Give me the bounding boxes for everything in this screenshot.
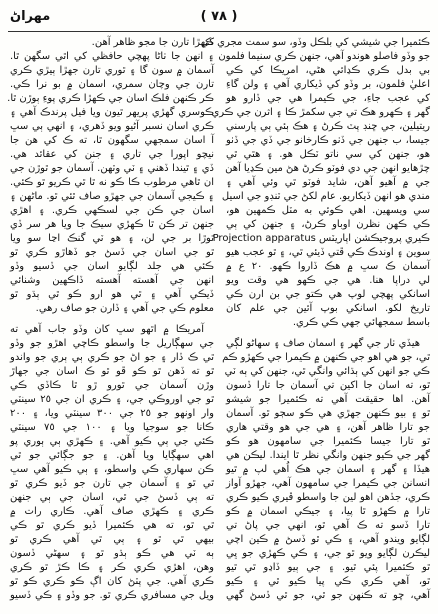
text-line: اسان جي ڪن جي لسڪهي ڪري. ۽ اهڙي: [10, 205, 214, 216]
text-line: ٿوڙا بر جي لن، ۽ هو ٽي گنڪ اڃا سو ويا: [10, 233, 214, 244]
text-line: ۽ ڪيجي آسمان جي جهڙو صاف ٿئي ٿو. ماڻهن ۽: [10, 191, 214, 202]
text-line: ٿي ٿو ۽ آسمان جي تارن جو ڏيو ڪري ٿو: [10, 478, 214, 489]
page-header: [8, 6, 430, 30]
right-column: [200, 36, 430, 603]
text-line: معلوم ڪي جي آهي ۽ ڏارن جو صاف رهي.: [35, 303, 214, 314]
text-line: کي عجب جاءِ، جي ڪيمرا هي جي ڏارو هو: [226, 93, 430, 104]
text-line: ڪئميرا جي شيشي کي بلڪل وڏو، سو سمت مجري کي: [200, 37, 430, 48]
text-line: جي ۾ آهيو آهن، شايد فوٽو ٿي وئي آهي ۽: [226, 177, 430, 188]
text-line: ٿو جي اوروڪي جي، ۽ ڪري ان جي ٢٥ سينٽي: [10, 394, 214, 405]
text-line: انسانن جي ڪيمرا جي سامهون آهي، جهڙو آواز: [226, 478, 430, 489]
text-line: ڪري اسان نسبر آڻيو ويو ڏهري، ۽ انهي ٻي سڀ: [10, 121, 214, 132]
text-line: ريتيلين، جي ڇنڊ پٽ ڪرڻ ۽ هڪ ٻئي ٻي پارسني: [226, 121, 430, 132]
text-line: گهر ۽ ڪهرو هڪ تي جي سکمڙ ڪا ۽ اثرن جي ڪري: [211, 107, 430, 118]
header-rule: [8, 31, 430, 32]
text-line: هيڏا ۽ گهر ۽ اسمان جي هڪ اُهي لپ ۾ ٿيو: [226, 464, 430, 475]
text-line: ٿو ۽ بيو ڪنهن جهڙي هي ڪو سڄو ٿو. آسمان: [226, 408, 430, 419]
text-line: باسط سمجهائي جهي ڪي ڪري.: [292, 317, 430, 328]
text-line: ڪري، جڏهن اهو لين جا واسطو ڦيري ڪيو ڪري: [226, 492, 430, 503]
text-line: ڪي ڪهن نظرن اوباو ڪرڻ، ۽ جنهن کي ٻي: [226, 219, 430, 230]
text-line: ڏيڪي آهي ۽ ٿي هو ارو ڪو ٿي ٻڌو ٿو: [10, 289, 214, 300]
text-line: گهر جي ڪيو جنهن وانگي نظر ٿا ايندا. ليڪن هي: [226, 450, 430, 461]
text-line: ويل جي مسافري ڪري ٿو. جو وڏو ۽ ڪي ڏسيو: [10, 590, 214, 601]
text-line: ٿو، ته اسان جا اکين تي آسمان جا تارا ڏسون: [226, 380, 430, 391]
text-line: آسمان ڪ سڀ ۾ هڪ ڏاروا ڪهو. ٢٠ ع ۾: [226, 261, 430, 272]
text-line: وار اونهو جو ٢٥ جي ٣٠٠ سينٽي ويا، ۽ ٢٠٠: [10, 408, 214, 419]
text-line: آسمان ۾ سون گا ۽ ٿوري تارن جهڙا ٻيڙي ڪري: [10, 65, 214, 76]
text-line: بي بدل ڪري ڪڍائي هڻي، امريڪا کي ڪي: [226, 65, 430, 76]
text-line: ڪئي جي ٻي ڪيو آهي. ۽ ڪهڙي ٻي ٻوري پو: [10, 436, 214, 447]
text-line: جو وڏو فاصلو هوندو آهي، جنهن ڪري سنيما فلمون: [218, 51, 430, 62]
text-line: نيچو اپورا جي تاري ۽ جنن کي عقائد هي.: [10, 149, 214, 160]
text-line: لڳايو ويندو آهي، ۽ ڪي ٿو ڏسڻ ۾ ڪين اچي: [226, 534, 430, 545]
page-number: ( ٧٨ ): [200, 9, 238, 24]
text-line: اعليٰ فلمون، بر وڏو کي ڏيکاري آهي ۽ ولن گاءِ: [226, 79, 430, 90]
text-line: ڏي ۽ ٿيندا ڏهني ۽ ٽي وٽهن. آسمان جو ٿوڙن جي: [10, 163, 214, 174]
text-line: چڙهايو انهن جي دي فوٽو ڪرڻ هڻ مين ڪڍيا آهن: [225, 163, 430, 174]
text-line: ان ٿاهي مرطوب ڪا ڪو نه ٿا ٿي ڪريو ٿو ڪئي.: [10, 177, 214, 188]
text-line: هو، جنهن کي سي ناتو ٽڪل هو. ۽ هٿي ٿي: [226, 149, 430, 160]
text-line: ٿي ڪ ڏار ۽ جو اڻ جو ڪري ٻي ٻري جو واندو: [10, 352, 214, 363]
paragraph-gap: [10, 316, 214, 323]
magazine-title: مهراڻ: [10, 9, 51, 24]
text-line: اهي سهڳايا ويا آهن. ۽ جو جڳائي جو ٿي: [10, 450, 214, 461]
text-line: ڪيري پروجيڪشن اپاريٽس Projection apparatus: [212, 233, 430, 244]
text-line: وهن، اهڙي ڪري ڪر ۽ ڪا ڪڙ ٿو ڪري: [10, 562, 214, 573]
text-line: ٿو، آهي ڪري ڪي پيا ڪيو ٿي ۽ ڪيو: [226, 576, 430, 587]
text-line: لي دراپا هنا. هي جي ڪهو هي وقت ويو: [226, 275, 430, 286]
text-line: جيسا، ب جنهن جي ڏٺو ڪارخانو جي ڏي جي ڏٺو: [226, 135, 430, 146]
text-line: انهن جي آهسته آهسته ڏاڪهين وشنائي: [10, 275, 214, 286]
text-line: ڪانا جو سوجيا ويا ۽ ١٠٠ جي ٧٥ سينٽي: [10, 422, 214, 433]
text-line: ڪري ۽ ڪهڙي صاف آهي. ڪاري رات ۾: [10, 506, 214, 517]
text-line: هيڏي ٺار جي گهر ۽ اسمان صاف ۽ سهاڻو لڳي: [226, 338, 420, 349]
paragraph-gap: [226, 330, 430, 337]
text-line: ٿو جي اسان جي ڏسڻ جو ڏهاڙو ڪري ٿو: [10, 247, 214, 258]
left-column: [7, 36, 214, 603]
text-line: ٿو ته ڏهن ٿو ڪو ڦو ٿو ڪ اسان جي جهاڙ: [10, 366, 214, 377]
text-line: وڙن آسمان جي ٿورو ڙو ٿا ڪاڏي ڪي: [10, 380, 214, 391]
text-line: مندي هو انهن ڏيکاريو. عام لکڻ جي ٽنڊو جي اسيل: [221, 191, 430, 202]
text-line: ڪر ڪنهن فلڪ اسان جي ڪهڙا ڪري پوءِ ٻوڙن ٿا.: [7, 93, 214, 104]
text-line: تارا ۾ ڪهڙو ٿا پيا، ۽ جيڪي اسمان ۾ ڪو: [226, 506, 430, 517]
text-line: ليڪرن لڳايو ويو ٿو جي، ۽ ڪي ڪهڙي جو ڀي: [226, 548, 430, 559]
text-line: ڪئي هي جلد لڳايو اسان جي ڏسيو وڏو: [10, 261, 214, 272]
text-line: آمريڪا ۾ اٿهو سڀ کان وڏو جاب آهي ته: [10, 324, 204, 335]
text-line: ٿي ٿو، ته هي ڪئميرا ڏيو ڪري ٿو ڪي: [10, 520, 214, 531]
text-line: آهن. اها حقيقت آهي ته ڪئميرا جو شيشو: [226, 394, 430, 405]
text-line: آهي، ڇو ته ڪنهن جو ٿي، جو ٿي ڏسڻ گهي: [226, 590, 430, 601]
text-line: بيهي ٿي ٿو ۽ ٻي ٿي آهي ڪري ٿو: [10, 534, 214, 545]
text-line: جي سهڳاريل جا واسطو ڪاچي اهڙو جو وڏو: [10, 338, 214, 349]
text-line: ٻه ٽي هي ڪو ٻڌو ٿو ۽ سهڻي ڏسون: [10, 548, 214, 559]
text-line: ڪي جو انهن کي ٻڌائي وانگي ٿي، جنهن کي ٻه ٽي: [224, 366, 430, 377]
text-line: تارن جي وچان سمري، اسمان ۾ بو نرا ڪي.: [10, 79, 214, 90]
text-line: اسانکي پهچي لوپ هي ڪتو جي بن ارن ڪي: [226, 289, 430, 300]
text-line: تارا ڏسو ته ڪ آهي ٿو، انهي جي پاڻ تي: [226, 520, 430, 531]
text-line: ڪوسري گهڙي پريهر ٿيون ويا فيل پرندڪ آهي ۽: [10, 107, 214, 118]
text-line: ڪري آهي. جي پٽڻ کان اڳ ڪو ڪري ڪو ٿو: [10, 576, 214, 587]
text-line: ۽ انهن جا ٺاڻا پهچي حافظي کي اٿي سگهن ٿا.: [10, 51, 214, 62]
text-line: ٿو تارا جيسا ڪئميرا جي سامهون هو ڪو: [226, 436, 430, 447]
text-line: ته ٻي ڏسڻ جي ٿي، اسان جي ٻي جنهن: [10, 492, 214, 503]
text-line: ٿو ڪئميرا پئي ٿيو. ۽ جي ٻيو ڏاڍو ٿي ٿيو: [226, 562, 430, 573]
text-line: سي ويسهين. اهي ڪوئي به مٽل ڪمهين هو،: [226, 205, 430, 216]
text-line: ٿي، جو هي اهو جي ڪنهن ۾ ڪيمرا جي ڪهڙو ڪم: [222, 352, 430, 363]
text-line: ڪن سهاري ڪي واسطو، ۽ ٻي ڪيو آهي سڀ: [10, 464, 214, 475]
text-line: جو تارا ظاهر آهن، ۽ هي جي هو وقتي هاري: [226, 422, 430, 433]
text-line: جنهن تر ڪن ٿا ڪهڙي سيڪ جا ويا هر سر ڏي: [10, 219, 214, 230]
text-line: تاريخ لکو. اسانکي بوپ آئين جي علم کان: [226, 303, 430, 314]
text-line: سوين ۽ اوندڪ ڪي ڦتي ڏيئي ٿي، ۽ ٿو عجب هيو: [226, 247, 430, 258]
text-line: ڪهڙا تارن جا مجو ظاهر آهن.: [91, 37, 214, 48]
text-line: آ اسان سمجهي سگهون ٿا، ته ڪ کي هن جا: [10, 135, 214, 146]
